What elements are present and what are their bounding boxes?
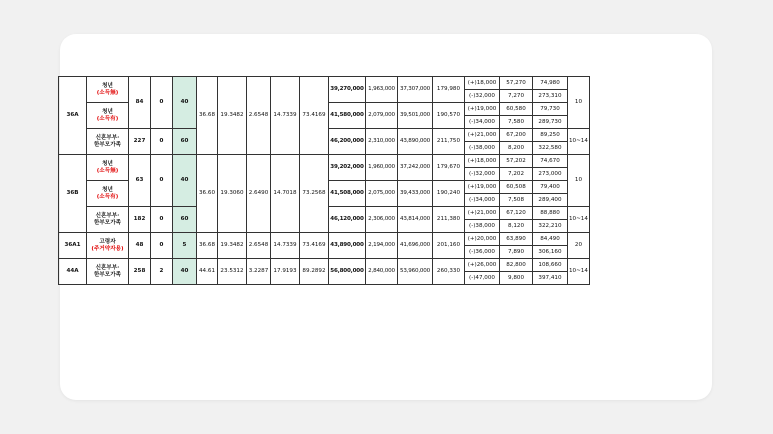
conversion-amount: (-)47,000 (465, 272, 500, 285)
supply-count: 258 (129, 259, 151, 285)
table-row (59, 77, 590, 90)
category-sub-label: 한부모가족 (93, 141, 122, 148)
area-cell: 19.3060 (218, 155, 247, 233)
conversion-amount: (-)32,000 (465, 168, 500, 181)
category-label: 신혼부부· (95, 212, 120, 219)
price-total: 41,580,000 (329, 103, 366, 129)
conversion-amount: (+)21,000 (465, 207, 500, 220)
conversion-rent: 322,580 (533, 142, 568, 155)
category-sub-label: (소득無) (96, 167, 119, 174)
price-balance: 41,696,000 (398, 233, 433, 259)
category-sub-label: (주거약자용) (91, 245, 124, 252)
note-cell: 10 (568, 155, 590, 207)
price-deposit: 2,310,000 (366, 129, 398, 155)
conversion-deposit: 7,508 (500, 194, 533, 207)
area-cell: 2.6548 (247, 77, 271, 155)
price-deposit: 2,306,000 (366, 207, 398, 233)
conversion-rent: 322,210 (533, 220, 568, 233)
category-cell (87, 181, 129, 207)
note-cell: 10~14 (568, 207, 590, 233)
note-cell: 10~14 (568, 129, 590, 155)
supply-count: 227 (129, 129, 151, 155)
table-row (59, 155, 590, 168)
rental-price-table (58, 76, 590, 285)
category-label: 청년 (102, 108, 113, 115)
conversion-amount: (+)18,000 (465, 155, 500, 168)
special-count: 0 (151, 77, 173, 129)
category-label: 청년 (102, 82, 113, 89)
monthly-rent: 179,670 (433, 155, 465, 181)
price-balance: 37,242,000 (398, 155, 433, 181)
area-cell: 89.2892 (300, 259, 329, 285)
area-cell: 3.2287 (247, 259, 271, 285)
price-balance: 43,890,000 (398, 129, 433, 155)
conversion-deposit: 67,200 (500, 129, 533, 142)
special-count: 2 (151, 259, 173, 285)
category-cell (87, 233, 129, 259)
conversion-deposit: 7,202 (500, 168, 533, 181)
conversion-rent: 397,410 (533, 272, 568, 285)
area-cell: 2.6490 (247, 155, 271, 233)
conversion-deposit: 7,270 (500, 90, 533, 103)
supply-count: 84 (129, 77, 151, 129)
conversion-deposit: 57,270 (500, 77, 533, 90)
price-balance: 43,814,000 (398, 207, 433, 233)
category-label: 신혼부부· (95, 264, 120, 271)
category-cell (87, 129, 129, 155)
note-cell: 20 (568, 233, 590, 259)
table-row (59, 259, 590, 272)
conversion-rent: 84,490 (533, 233, 568, 246)
area-cell: 36.68 (197, 233, 218, 259)
conversion-deposit: 60,580 (500, 103, 533, 116)
conversion-rent: 289,730 (533, 116, 568, 129)
conversion-amount: (-)32,000 (465, 90, 500, 103)
category-label: 고령자 (99, 238, 116, 245)
area-cell: 73.2568 (300, 155, 329, 233)
category-cell (87, 207, 129, 233)
monthly-rent: 190,570 (433, 103, 465, 129)
highlight-value: 40 (173, 259, 197, 285)
area-cell: 14.7018 (271, 155, 300, 233)
conversion-deposit: 8,200 (500, 142, 533, 155)
category-sub-label: (소득有) (96, 193, 119, 200)
special-count: 0 (151, 233, 173, 259)
price-balance: 53,960,000 (398, 259, 433, 285)
special-count: 0 (151, 129, 173, 155)
conversion-amount: (-)34,000 (465, 194, 500, 207)
area-cell: 73.4169 (300, 233, 329, 259)
highlight-value: 40 (173, 155, 197, 207)
price-total: 41,508,000 (329, 181, 366, 207)
category-label: 청년 (102, 160, 113, 167)
price-deposit: 2,840,000 (366, 259, 398, 285)
highlight-value: 40 (173, 77, 197, 129)
rental-price-table-container (58, 76, 590, 285)
area-cell: 19.3482 (218, 77, 247, 155)
category-sub-label: (소득有) (96, 115, 119, 122)
conversion-deposit: 67,120 (500, 207, 533, 220)
highlight-value: 60 (173, 129, 197, 155)
note-cell: 10 (568, 77, 590, 129)
conversion-amount: (+)21,000 (465, 129, 500, 142)
price-total: 39,202,000 (329, 155, 366, 181)
supply-count: 182 (129, 207, 151, 233)
conversion-rent: 273,000 (533, 168, 568, 181)
conversion-rent: 79,400 (533, 181, 568, 194)
supply-count: 48 (129, 233, 151, 259)
price-total: 43,890,000 (329, 233, 366, 259)
price-balance: 37,307,000 (398, 77, 433, 103)
highlight-value: 60 (173, 207, 197, 233)
monthly-rent: 201,160 (433, 233, 465, 259)
conversion-amount: (-)38,000 (465, 142, 500, 155)
monthly-rent: 260,330 (433, 259, 465, 285)
conversion-rent: 88,880 (533, 207, 568, 220)
conversion-amount: (-)36,000 (465, 246, 500, 259)
price-balance: 39,501,000 (398, 103, 433, 129)
conversion-rent: 74,980 (533, 77, 568, 90)
conversion-amount: (+)18,000 (465, 77, 500, 90)
area-cell: 2.6548 (247, 233, 271, 259)
table-row (59, 233, 590, 246)
category-cell (87, 103, 129, 129)
conversion-deposit: 60,508 (500, 181, 533, 194)
price-deposit: 2,075,000 (366, 181, 398, 207)
area-cell: 17.9193 (271, 259, 300, 285)
monthly-rent: 179,980 (433, 77, 465, 103)
conversion-deposit: 63,890 (500, 233, 533, 246)
category-label: 청년 (102, 186, 113, 193)
category-label: 신혼부부· (95, 134, 120, 141)
conversion-rent: 74,670 (533, 155, 568, 168)
price-deposit: 2,079,000 (366, 103, 398, 129)
conversion-amount: (+)19,000 (465, 181, 500, 194)
note-cell: 10~14 (568, 259, 590, 285)
category-cell (87, 259, 129, 285)
price-total: 56,800,000 (329, 259, 366, 285)
conversion-rent: 289,400 (533, 194, 568, 207)
area-cell: 44.61 (197, 259, 218, 285)
area-cell: 73.4169 (300, 77, 329, 155)
conversion-deposit: 82,800 (500, 259, 533, 272)
area-cell: 19.3482 (218, 233, 247, 259)
area-cell: 36.60 (197, 155, 218, 233)
conversion-rent: 273,310 (533, 90, 568, 103)
monthly-rent: 211,750 (433, 129, 465, 155)
unit-type-44A: 44A (59, 259, 87, 285)
area-cell: 36.68 (197, 77, 218, 155)
unit-type-36A1: 36A1 (59, 233, 87, 259)
conversion-amount: (-)34,000 (465, 116, 500, 129)
conversion-amount: (+)20,000 (465, 233, 500, 246)
price-deposit: 2,194,000 (366, 233, 398, 259)
conversion-deposit: 7,890 (500, 246, 533, 259)
price-total: 39,270,000 (329, 77, 366, 103)
conversion-rent: 306,160 (533, 246, 568, 259)
conversion-deposit: 8,120 (500, 220, 533, 233)
conversion-deposit: 9,800 (500, 272, 533, 285)
price-total: 46,200,000 (329, 129, 366, 155)
special-count: 0 (151, 155, 173, 207)
conversion-rent: 89,250 (533, 129, 568, 142)
unit-type-36A: 36A (59, 77, 87, 155)
monthly-rent: 190,240 (433, 181, 465, 207)
category-cell (87, 77, 129, 103)
special-count: 0 (151, 207, 173, 233)
conversion-amount: (+)19,000 (465, 103, 500, 116)
price-balance: 39,433,000 (398, 181, 433, 207)
conversion-amount: (+)26,000 (465, 259, 500, 272)
conversion-rent: 79,730 (533, 103, 568, 116)
area-cell: 23.5312 (218, 259, 247, 285)
unit-type-36B: 36B (59, 155, 87, 233)
monthly-rent: 211,380 (433, 207, 465, 233)
conversion-amount: (-)38,000 (465, 220, 500, 233)
area-cell: 14.7339 (271, 233, 300, 259)
conversion-rent: 108,660 (533, 259, 568, 272)
price-total: 46,120,000 (329, 207, 366, 233)
highlight-value: 5 (173, 233, 197, 259)
conversion-deposit: 7,580 (500, 116, 533, 129)
price-deposit: 1,963,000 (366, 77, 398, 103)
category-sub-label: 한부모가족 (93, 219, 122, 226)
price-deposit: 1,960,000 (366, 155, 398, 181)
category-sub-label: 한부모가족 (93, 271, 122, 278)
conversion-deposit: 57,202 (500, 155, 533, 168)
category-sub-label: (소득無) (96, 89, 119, 96)
supply-count: 63 (129, 155, 151, 207)
category-cell (87, 155, 129, 181)
area-cell: 14.7339 (271, 77, 300, 155)
